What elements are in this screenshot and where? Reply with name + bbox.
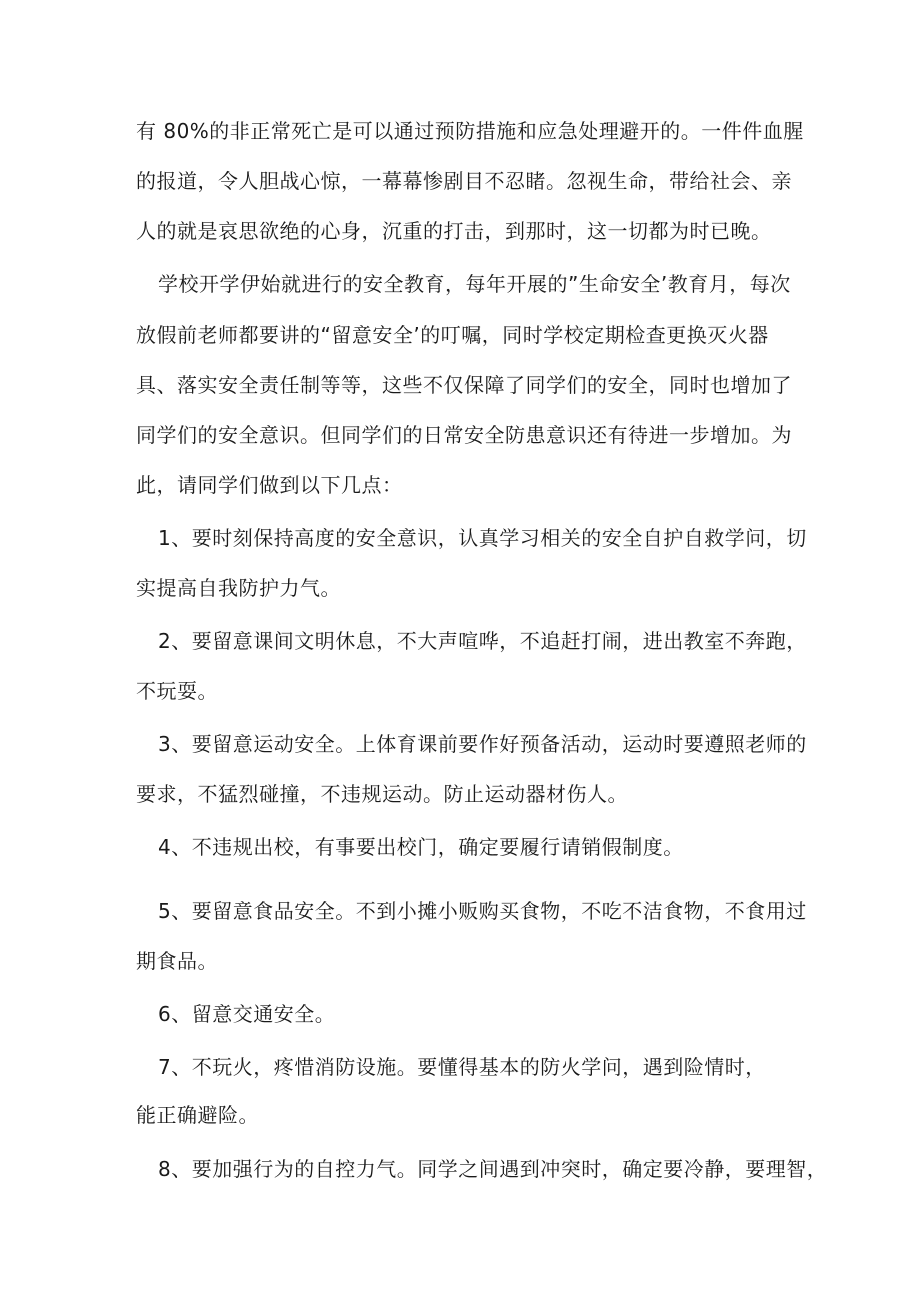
item-7-line-2: 能正确避险。 (136, 1103, 259, 1127)
item-6-line-1: 6、留意交通安全。 (158, 1002, 336, 1026)
paragraph-2-line-5: 此，请同学们做到以下几点： (136, 473, 403, 497)
item-1-line-2: 实提高自我防护力气。 (136, 576, 341, 600)
paragraph-2-line-1: 学校开学伊始就进行的安全教育，每年开展的”生命安全’教育月，每次 (158, 272, 791, 296)
item-2-line-1: 2、要留意课间文明休息，不大声喧哗，不追赶打闹，进出教室不奔跑， (158, 629, 807, 653)
paragraph-1-line-3: 人的就是哀思欲绝的心身，沉重的打击，到那时，这一切都为时已晚。 (136, 219, 772, 243)
item-8-line-1: 8、要加强行为的自控力气。同学之间遇到冲突时，确定要冷静，要理智， (158, 1157, 828, 1181)
paragraph-2-line-4: 同学们的安全意识。但同学们的日常安全防患意识还有待进一步增加。为 (136, 423, 792, 447)
paragraph-2-line-3: 具、落实安全责任制等等，这些不仅保障了同学们的安全，同时也增加了 (136, 373, 792, 397)
item-5-line-1: 5、要留意食品安全。不到小摊小贩购买食物，不吃不洁食物，不食用过 (158, 899, 807, 923)
item-3-line-2: 要求，不猛烈碰撞，不违规运动。防止运动器材伤人。 (136, 782, 628, 806)
paragraph-2-line-2: 放假前老师都要讲的“留意安全’的叮嘱，同时学校定期检查更换灭火器 (136, 323, 769, 347)
item-2-line-2: 不玩耍。 (136, 679, 218, 703)
item-5-line-2: 期食品。 (136, 949, 218, 973)
item-3-line-1: 3、要留意运动安全。上体育课前要作好预备活动，运动时要遵照老师的 (158, 732, 807, 756)
item-1-line-1: 1、要时刻保持高度的安全意识，认真学习相关的安全自护自救学问，切 (158, 526, 807, 550)
item-4-line-1: 4、不违规出校，有事要出校门，确定要履行请销假制度。 (158, 835, 684, 859)
item-7-line-1: 7、不玩火，疼惜消防设施。要懂得基本的防火学问，遇到险情时， (158, 1055, 766, 1079)
paragraph-1-line-1: 有 80%的非正常死亡是可以通过预防措施和应急处理避开的。一件件血腥 (136, 119, 804, 143)
paragraph-1-line-2: 的报道，令人胆战心惊，一幕幕惨剧目不忍睹。忽视生命，带给社会、亲 (136, 169, 792, 193)
